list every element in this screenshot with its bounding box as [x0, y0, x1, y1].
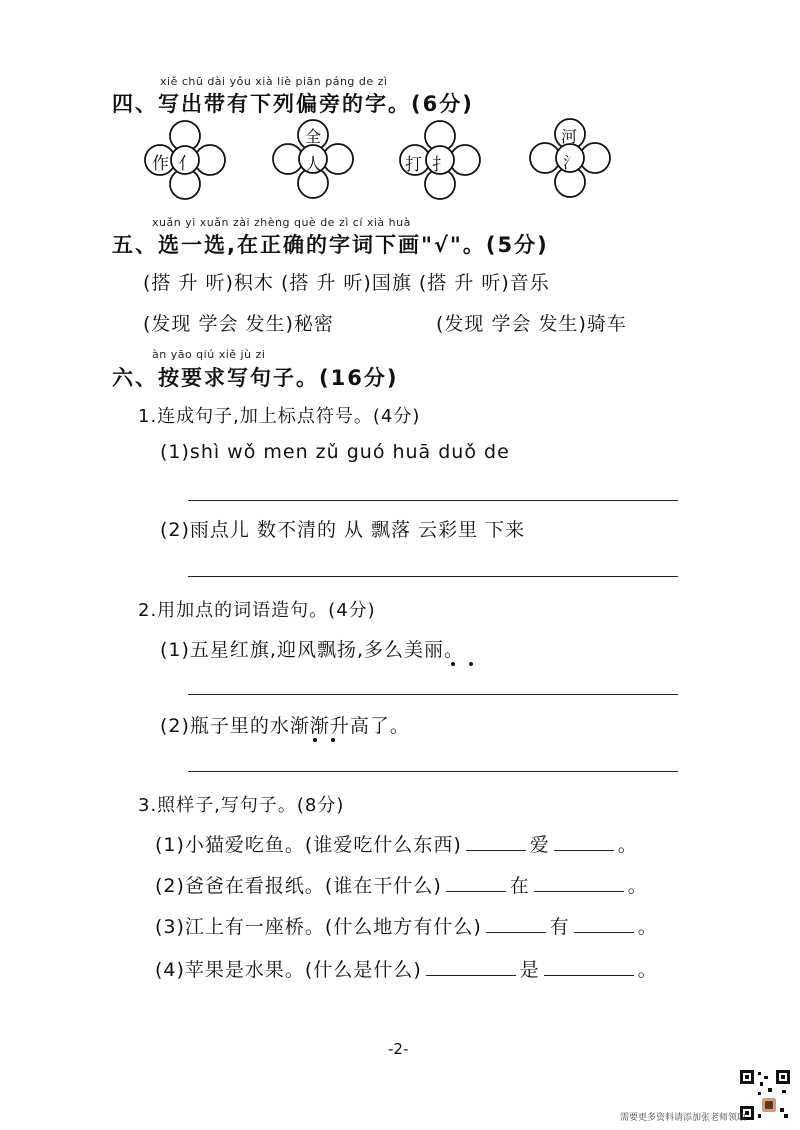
q3-item2-mid: 在: [509, 875, 530, 897]
page-number: -2-: [388, 1040, 409, 1058]
q3-item4-blank1[interactable]: [426, 957, 516, 976]
flower3-example: 打: [405, 155, 422, 175]
q1-answer-line2[interactable]: [188, 576, 678, 577]
section5-heading: 五、选一选,在正确的字词下画"√"。(5分): [112, 233, 549, 257]
q3-item2-prompt: (2)爸爸在看报纸。(谁在干什么): [155, 875, 442, 897]
section5-row1: (搭 升 听)积木 (搭 升 听)国旗 (搭 升 听)音乐: [143, 272, 550, 294]
flower1-example: 作: [152, 154, 169, 174]
q3-item1-prompt: (1)小猫爱吃鱼。(谁爱吃什么东西): [155, 834, 462, 856]
q3-item2-end: 。: [627, 875, 648, 897]
q3-item3-prompt: (3)江上有一座桥。(什么地方有什么): [155, 916, 482, 938]
q3-title: 3.照样子,写句子。(8分): [138, 795, 345, 816]
flower3-center: 扌: [432, 155, 449, 175]
q3-item2: [155, 871, 648, 898]
q2-item2: (2)瓶子里的水渐渐升高了。: [160, 715, 410, 737]
qr-code-icon: [738, 1068, 792, 1122]
q2-title: 2.用加点的词语造句。(4分): [138, 600, 376, 621]
flower4-center: 氵: [563, 153, 580, 172]
flower2-center: 人: [305, 155, 322, 175]
q3-item3-blank1[interactable]: [486, 914, 546, 933]
q3-item4-blank2[interactable]: [544, 957, 634, 976]
q3-item4-mid: 是: [519, 959, 540, 981]
q1-title: 1.连成句子,加上标点符号。(4分): [138, 406, 421, 427]
q3-item4-end: 。: [637, 959, 658, 981]
q3-item1-end: 。: [617, 834, 638, 856]
emphasis-dot: [313, 738, 317, 742]
flower1-center: 亻: [178, 154, 195, 174]
section4-heading: 四、写出带有下列偏旁的字。(6分): [112, 92, 474, 116]
flower2-example: 全: [305, 127, 322, 146]
emphasis-dot: [331, 738, 335, 742]
section4-pinyin: xiě chū dài yǒu xià liè piān páng de zì: [160, 75, 388, 88]
footer-note: 需要更多资料请添加张老师领取: [620, 1113, 747, 1123]
section6-heading: 六、按要求写句子。(16分): [112, 366, 399, 390]
flower4-example: 河: [561, 127, 578, 146]
q3-item4: [155, 955, 658, 982]
q1-item2: (2)雨点儿 数不清的 从 飘落 云彩里 下来: [160, 519, 526, 541]
q3-item1-blank2[interactable]: [554, 832, 614, 851]
q1-item1: (1)shì wǒ men zǔ guó huā duǒ de: [160, 441, 510, 463]
section6-pinyin: àn yāo qiú xiě jù zi: [152, 348, 266, 361]
emphasis-dot: [469, 662, 473, 666]
q3-item4-prompt: (4)苹果是水果。(什么是什么): [155, 959, 422, 981]
q3-item1-mid: 爱: [529, 834, 550, 856]
q3-item3-blank2[interactable]: [574, 914, 634, 933]
q3-item2-blank1[interactable]: [446, 873, 506, 892]
q3-item2-blank2[interactable]: [534, 873, 624, 892]
section5-row2b: (发现 学会 发生)骑车: [436, 313, 627, 335]
q2-item1: (1)五星红旗,迎风飘扬,多么美丽。: [160, 639, 464, 661]
q2-answer-line1[interactable]: [188, 694, 678, 695]
q1-answer-line1[interactable]: [188, 500, 678, 501]
q2-answer-line2[interactable]: [188, 771, 678, 772]
section5-pinyin: xuǎn yi xuǎn zài zhèng què de zì cí xià huà: [152, 216, 411, 229]
q3-item1: [155, 830, 638, 857]
q3-item3-mid: 有: [549, 916, 570, 938]
q3-item3-end: 。: [637, 916, 658, 938]
q3-item1-blank1[interactable]: [466, 832, 526, 851]
section5-row2a: (发现 学会 发生)秘密: [143, 313, 334, 335]
emphasis-dot: [451, 662, 455, 666]
q3-item3: [155, 912, 658, 939]
